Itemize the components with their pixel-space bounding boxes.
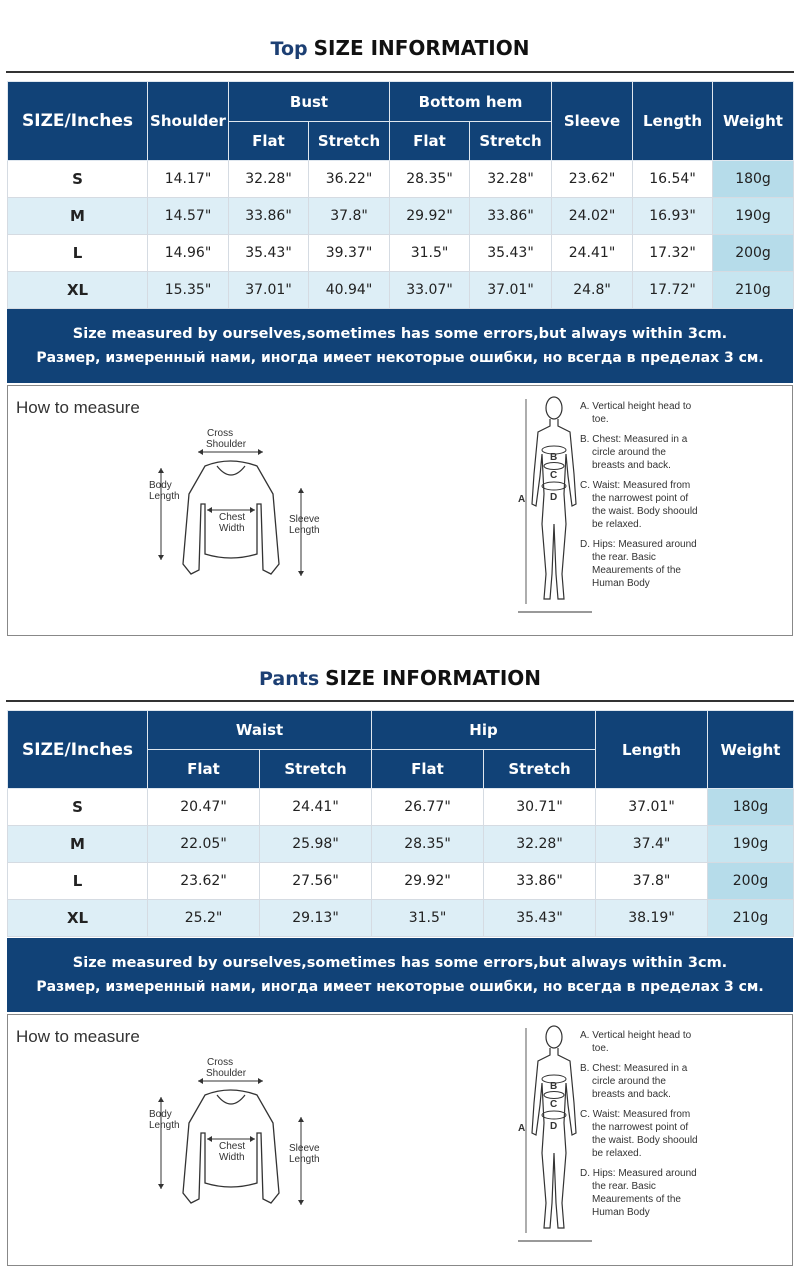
header-weight: Weight <box>713 82 794 161</box>
length-cell: 17.32" <box>633 235 713 272</box>
pants-title-main: SIZE INFORMATION <box>325 666 542 690</box>
header-weight: Weight <box>708 711 794 789</box>
top-how-to-measure <box>7 385 793 636</box>
label-sleeve: Sleeve <box>289 1143 320 1154</box>
hip-stretch-cell: 30.71" <box>484 789 596 826</box>
hip-flat-cell: 26.77" <box>372 789 484 826</box>
note-b: B. Chest: Measured in a circle around the breasts and back. <box>580 434 688 471</box>
bust-stretch-cell: 40.94" <box>309 272 390 309</box>
label-width: Width <box>219 1152 245 1163</box>
body-notes <box>580 1029 700 1226</box>
weight-cell: 200g <box>708 863 794 900</box>
header-hip-stretch: Stretch <box>484 750 596 789</box>
label-width: Width <box>219 523 245 534</box>
bust-stretch-cell: 39.37" <box>309 235 390 272</box>
hip-flat-cell: 29.92" <box>372 863 484 900</box>
point-a: A <box>518 1123 526 1134</box>
table-row <box>8 826 794 863</box>
header-size: SIZE/Inches <box>8 711 148 789</box>
label-body-length: Length <box>149 491 180 502</box>
shoulder-cell: 14.96" <box>148 235 229 272</box>
waist-flat-cell: 23.62" <box>148 863 260 900</box>
hem-stretch-cell: 33.86" <box>470 198 552 235</box>
point-b: B <box>550 1081 558 1092</box>
shoulder-cell: 14.57" <box>148 198 229 235</box>
note-a: A. Vertical height head to toe. <box>580 401 692 425</box>
length-cell: 38.19" <box>596 900 708 937</box>
waist-flat-cell: 22.05" <box>148 826 260 863</box>
length-cell: 16.54" <box>633 161 713 198</box>
waist-flat-cell: 25.2" <box>148 900 260 937</box>
label-sleeve-length: Length <box>289 1154 320 1165</box>
sweater-diagram <box>133 424 333 624</box>
header-hip-flat: Flat <box>372 750 484 789</box>
length-cell: 37.8" <box>596 863 708 900</box>
label-sleeve-length: Length <box>289 525 320 536</box>
top-notice <box>7 309 793 383</box>
waist-stretch-cell: 25.98" <box>260 826 372 863</box>
weight-cell: 200g <box>713 235 794 272</box>
label-body: Body <box>149 1109 172 1120</box>
top-divider <box>6 71 794 73</box>
top-title <box>0 36 800 60</box>
header-bottom-hem: Bottom hem <box>390 82 552 122</box>
bust-flat-cell: 33.86" <box>229 198 309 235</box>
point-c: C <box>550 1099 558 1110</box>
label-cross: Cross <box>207 428 234 439</box>
pants-size-table <box>7 710 794 937</box>
pants-divider <box>6 700 794 702</box>
note-b: B. Chest: Measured in a circle around the breasts and back. <box>580 1063 688 1100</box>
hem-flat-cell: 29.92" <box>390 198 470 235</box>
hip-stretch-cell: 32.28" <box>484 826 596 863</box>
label-body: Body <box>149 480 172 491</box>
sleeve-cell: 23.62" <box>552 161 633 198</box>
weight-cell: 190g <box>713 198 794 235</box>
weight-cell: 210g <box>708 900 794 937</box>
waist-flat-cell: 20.47" <box>148 789 260 826</box>
header-size: SIZE/Inches <box>8 82 148 161</box>
bust-stretch-cell: 37.8" <box>309 198 390 235</box>
label-shoulder: Shoulder <box>206 1068 247 1079</box>
size-cell: XL <box>8 900 148 937</box>
note-c: C. Waist: Measured from the narrowest point of the waist. Body shoould be relaxed. <box>580 480 698 530</box>
bust-flat-cell: 37.01" <box>229 272 309 309</box>
weight-cell: 180g <box>708 789 794 826</box>
pants-how-to-measure <box>7 1014 793 1266</box>
weight-cell: 190g <box>708 826 794 863</box>
point-c: C <box>550 470 558 481</box>
hip-flat-cell: 31.5" <box>372 900 484 937</box>
header-bust: Bust <box>229 82 390 122</box>
waist-stretch-cell: 29.13" <box>260 900 372 937</box>
pants-title-lead: Pants <box>258 668 320 690</box>
header-hip: Hip <box>372 711 596 750</box>
top-title-main: SIZE INFORMATION <box>313 36 530 60</box>
hip-stretch-cell: 35.43" <box>484 900 596 937</box>
header-hem-stretch: Stretch <box>470 122 552 161</box>
table-row <box>8 900 794 937</box>
top-title-lead: Top <box>270 38 308 60</box>
label-body-length: Length <box>149 1120 180 1131</box>
header-bust-flat: Flat <box>229 122 309 161</box>
sleeve-cell: 24.8" <box>552 272 633 309</box>
header-bust-stretch: Stretch <box>309 122 390 161</box>
point-b: B <box>550 452 558 463</box>
table-row <box>8 863 794 900</box>
size-cell: M <box>8 198 148 235</box>
hem-flat-cell: 28.35" <box>390 161 470 198</box>
size-cell: S <box>8 789 148 826</box>
table-row <box>8 198 794 235</box>
shoulder-cell: 15.35" <box>148 272 229 309</box>
length-cell: 17.72" <box>633 272 713 309</box>
hem-flat-cell: 31.5" <box>390 235 470 272</box>
note-d: D. Hips: Measured around the rear. Basic Meaurements of the Human Body <box>580 1168 697 1218</box>
how-to-measure-label: How to measure <box>16 398 140 417</box>
hem-stretch-cell: 32.28" <box>470 161 552 198</box>
notice-russian: Размер, измеренный нами, иногда имеет некоторые ошибки, но всегда в пределах 3 см. <box>36 979 764 995</box>
how-to-measure-label: How to measure <box>16 1027 140 1046</box>
hem-flat-cell: 33.07" <box>390 272 470 309</box>
bust-flat-cell: 32.28" <box>229 161 309 198</box>
length-cell: 16.93" <box>633 198 713 235</box>
header-waist-stretch: Stretch <box>260 750 372 789</box>
hem-stretch-cell: 37.01" <box>470 272 552 309</box>
point-d: D <box>550 1121 558 1132</box>
waist-stretch-cell: 27.56" <box>260 863 372 900</box>
label-chest: Chest <box>219 512 246 523</box>
table-row <box>8 161 794 198</box>
sleeve-cell: 24.41" <box>552 235 633 272</box>
size-cell: L <box>8 863 148 900</box>
header-length: Length <box>596 711 708 789</box>
weight-cell: 210g <box>713 272 794 309</box>
bust-flat-cell: 35.43" <box>229 235 309 272</box>
body-notes <box>580 400 700 597</box>
header-sleeve: Sleeve <box>552 82 633 161</box>
header-length: Length <box>633 82 713 161</box>
label-sleeve: Sleeve <box>289 514 320 525</box>
header-hem-flat: Flat <box>390 122 470 161</box>
label-chest: Chest <box>219 1141 246 1152</box>
pants-title <box>0 666 800 690</box>
note-d: D. Hips: Measured around the rear. Basic Meaurements of the Human Body <box>580 539 697 589</box>
weight-cell: 180g <box>713 161 794 198</box>
bust-stretch-cell: 36.22" <box>309 161 390 198</box>
note-a: A. Vertical height head to toe. <box>580 1030 692 1054</box>
shoulder-cell: 14.17" <box>148 161 229 198</box>
table-row <box>8 789 794 826</box>
top-size-table <box>7 81 794 309</box>
note-c: C. Waist: Measured from the narrowest point of the waist. Body shoould be relaxed. <box>580 1109 698 1159</box>
point-d: D <box>550 492 558 503</box>
notice-english: Size measured by ourselves,sometimes has some errors,but always within 3cm. <box>72 955 728 971</box>
length-cell: 37.01" <box>596 789 708 826</box>
table-row <box>8 235 794 272</box>
header-waist: Waist <box>148 711 372 750</box>
label-cross: Cross <box>207 1057 234 1068</box>
header-waist-flat: Flat <box>148 750 260 789</box>
notice-russian: Размер, измеренный нами, иногда имеет некоторые ошибки, но всегда в пределах 3 см. <box>36 350 764 366</box>
sweater-diagram <box>133 1053 333 1253</box>
size-cell: S <box>8 161 148 198</box>
pants-notice <box>7 938 793 1012</box>
waist-stretch-cell: 24.41" <box>260 789 372 826</box>
size-cell: M <box>8 826 148 863</box>
table-row <box>8 272 794 309</box>
size-cell: XL <box>8 272 148 309</box>
header-shoulder: Shoulder <box>148 82 229 161</box>
point-a: A <box>518 494 526 505</box>
label-shoulder: Shoulder <box>206 439 247 450</box>
hip-flat-cell: 28.35" <box>372 826 484 863</box>
sleeve-cell: 24.02" <box>552 198 633 235</box>
notice-english: Size measured by ourselves,sometimes has some errors,but always within 3cm. <box>72 326 728 342</box>
hem-stretch-cell: 35.43" <box>470 235 552 272</box>
hip-stretch-cell: 33.86" <box>484 863 596 900</box>
length-cell: 37.4" <box>596 826 708 863</box>
size-cell: L <box>8 235 148 272</box>
